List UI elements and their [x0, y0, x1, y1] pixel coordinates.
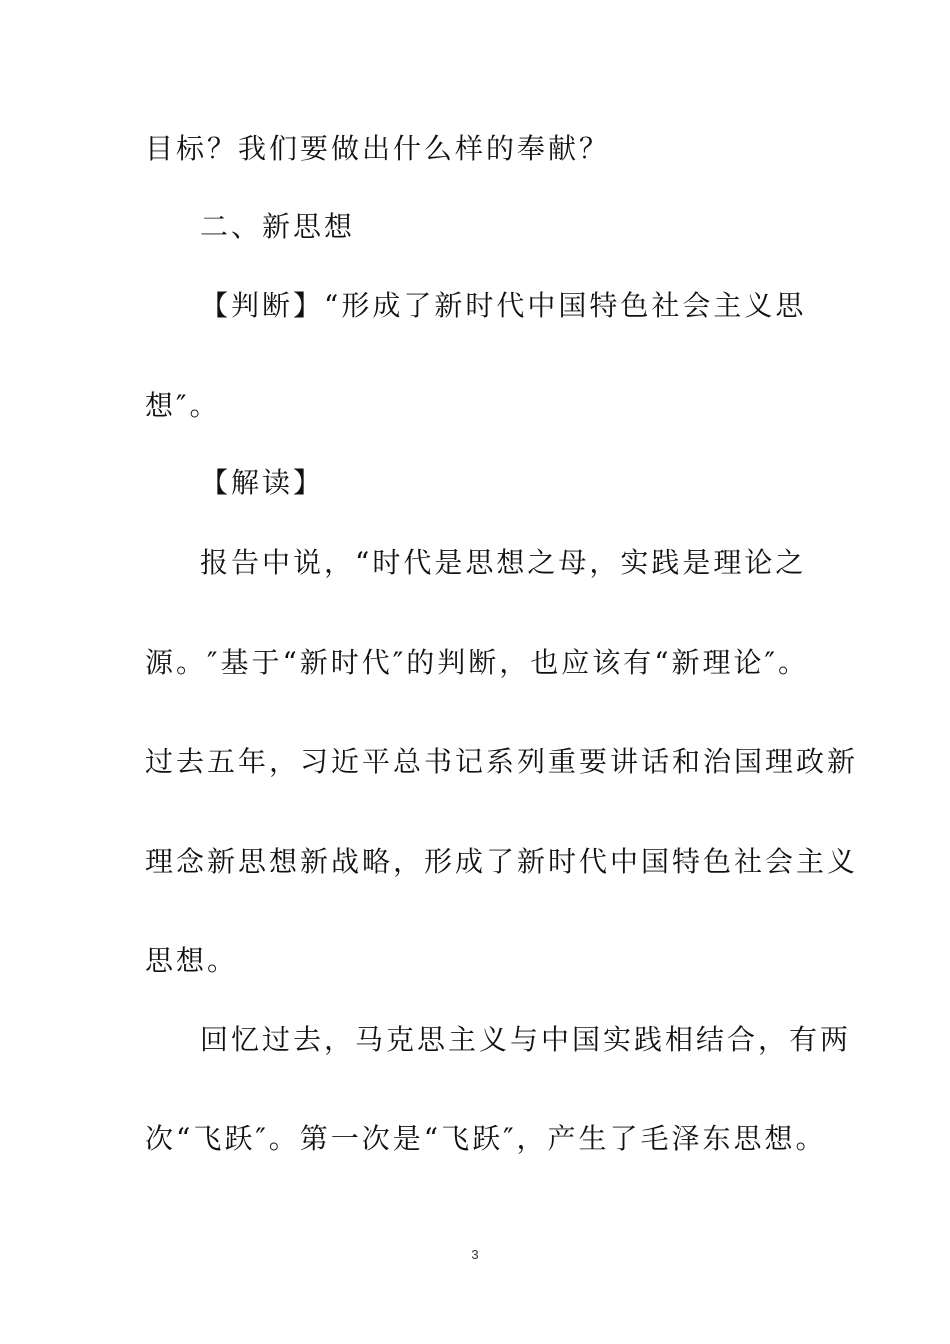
text-line: 过去五年，习近平总书记系列重要讲话和治国理政新: [145, 745, 859, 778]
text-line: 理念新思想新战略，形成了新时代中国特色社会主义: [145, 845, 859, 878]
section-heading: 二、新思想: [200, 210, 356, 243]
text-line: 思想。: [145, 944, 239, 977]
text-line: 源。″基于“新时代″的判断，也应该有“新理论″。: [145, 646, 810, 679]
text-line: 想″。: [145, 389, 221, 422]
text-line: 目标？我们要做出什么样的奉献？: [145, 132, 611, 165]
text-line: 【解读】: [200, 466, 325, 499]
text-line: 次“飞跃″。第一次是“飞跃″，产生了毛泽东思想。: [145, 1122, 827, 1155]
text-line: 【判断】“形成了新时代中国特色社会主义思: [200, 289, 807, 322]
text-line: 回忆过去，马克思主义与中国实践相结合，有两: [200, 1023, 852, 1056]
text-line: 报告中说，“时代是思想之母，实践是理论之: [200, 546, 807, 579]
page-number: 3: [471, 1247, 479, 1262]
